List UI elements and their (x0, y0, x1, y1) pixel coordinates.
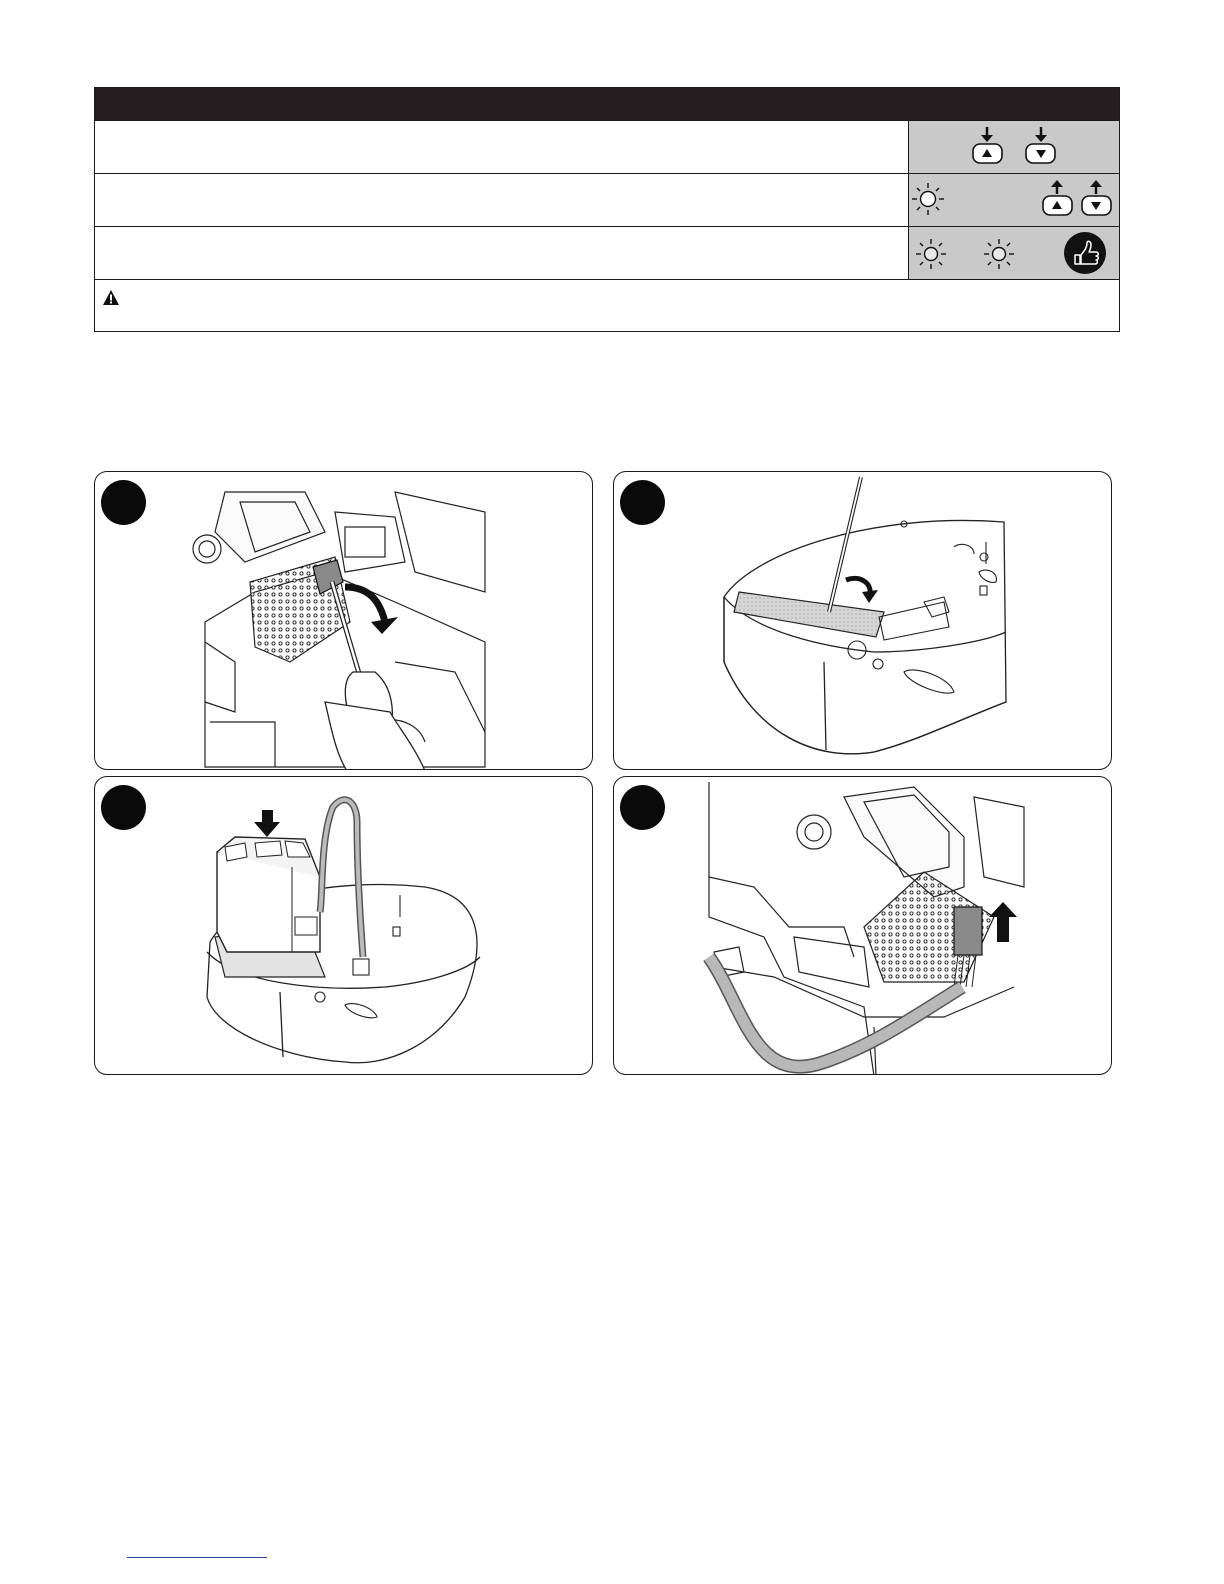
table-row (95, 120, 1119, 173)
figure-panel-1 (94, 471, 593, 770)
figure-panel-4 (613, 776, 1112, 1075)
thumbs-up-icon (1064, 232, 1106, 274)
led-blink-icon (984, 239, 1014, 269)
screwdriver-prying-cover-icon (95, 472, 593, 770)
row-icon-cell (908, 121, 1119, 173)
press-up-key-icon (973, 127, 1002, 163)
table-row (95, 226, 1119, 279)
battery-insert-icon (95, 777, 593, 1075)
warning-row (95, 279, 1119, 331)
figure-panel-3 (94, 776, 593, 1075)
screwdriver-opening-base-icon (614, 472, 1112, 770)
footer-link-underline (127, 1557, 267, 1558)
led-on-icon (912, 183, 944, 215)
row-icon-cell (908, 227, 1119, 279)
connector-plug-icon (614, 777, 1112, 1075)
row-icon-cell (908, 174, 1119, 226)
warning-triangle-icon (103, 290, 119, 305)
table-row (95, 173, 1119, 226)
release-up-key-icon (1043, 180, 1072, 215)
release-down-key-icon (1082, 180, 1111, 215)
procedure-table (94, 87, 1120, 332)
led-blink-icon (916, 239, 946, 269)
press-down-key-icon (1026, 127, 1055, 163)
table-header (95, 88, 1119, 120)
figure-panel-2 (613, 471, 1112, 770)
